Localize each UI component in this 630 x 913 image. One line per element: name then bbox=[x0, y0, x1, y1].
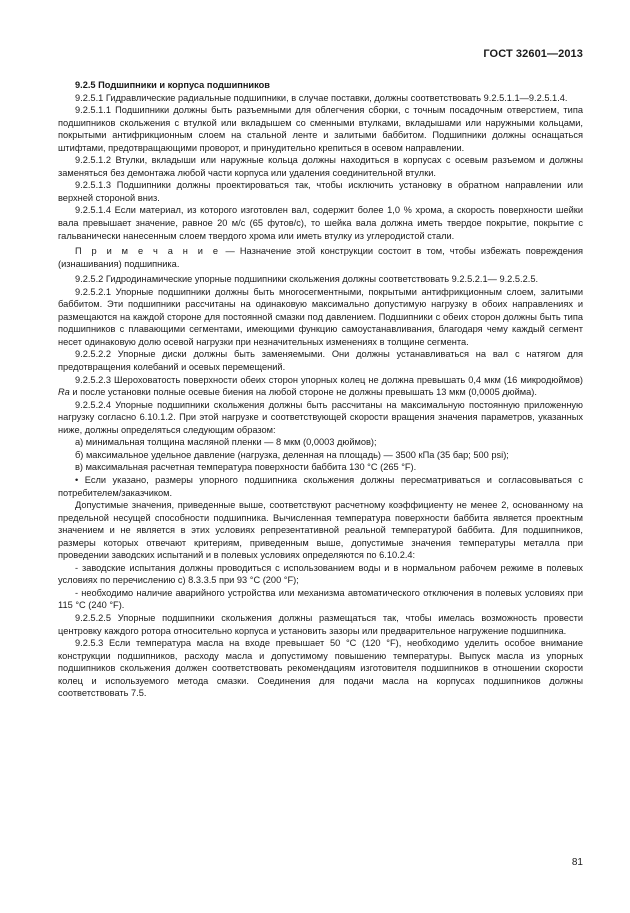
list-item: в) максимальная расчетная температура поверхности баббита 130 °С (265 °F). bbox=[75, 462, 417, 473]
list-item: а) минимальная толщина масляной пленки — 8 мкм (0,0003 дюймов); bbox=[75, 437, 377, 448]
list-item: б) максимальное удельное давление (нагрузка, деленная на площадь) — 3500 кПа (35 бар; 500 psi); bbox=[75, 449, 509, 460]
option-paragraph: • Если указано, размеры упорного подшипника скольжения должны пересматриваться и согласовываться с потребителем/заказчиком. bbox=[58, 474, 583, 498]
document-header-standard: ГОСТ 32601—2013 bbox=[483, 48, 583, 60]
paragraph: 9.2.5.2.5 Упорные подшипники скольжения должны размещаться так, чтобы имелась возможность провести центровку каждого ротора относительно корпуса и установить зазоры или предварительное нагружение подшипника. bbox=[58, 612, 583, 636]
paragraph-roughness bbox=[58, 374, 583, 399]
section-heading: 9.2.5 Подшипники и корпуса подшипников bbox=[75, 80, 270, 90]
list-item: - заводские испытания должны проводиться с использованием воды и в нормальном рабочем режиме в полевых условиях по перечислению с) 8.3.3.5 при 93 °С (200 °F); bbox=[58, 562, 583, 586]
roughness-symbol: Ra bbox=[58, 387, 70, 398]
paragraph: 9.2.5.1.2 Втулки, вкладыши или наружные кольца должны находиться в корпусах с осевым разъемом и должны заменяться без демонтажа любой части корпуса или удаления соединительной втулки. bbox=[58, 155, 583, 178]
paragraph: 9.2.5.2.2 Упорные диски должны быть заменяемыми. Они должны устанавливаться на вал с натягом для предотвращения колебаний и осевых перемещений. bbox=[58, 349, 583, 373]
paragraph: 9.2.5.1.4 Если материал, из которого изготовлен вал, содержит более 1,0 % хрома, а скорость поверхности шейки вала превышает значение, равное 20 м/с (65 футов/с), то шейка вала должна иметь твердое покрытие, покрытие с гальванически нанесенным слоем твердого хрома или иметь втулку из углеродистой стали. bbox=[58, 205, 583, 241]
paragraph: 9.2.5.2 Гидродинамические упорные подшипники скольжения должны соответствовать 9.2.5.2.1— 9.2.5.2.5. bbox=[75, 274, 539, 285]
roughness-text-after: и после установки полные осевые биения на любой стороне не должны превышать 13 мкм (0,0005 дюйма). bbox=[69, 387, 537, 398]
paragraph: 9.2.5.1 Гидравлические радиальные подшипники, в случае поставки, должны соответствовать 9.2.5.1.1—9.2.5.1.4. bbox=[75, 92, 568, 103]
page-body bbox=[58, 79, 583, 700]
paragraph: 9.2.5.2.1 Упорные подшипники должны быть многосегментными, покрытыми антифрикционным слоем, залитыми баббитом. Эти подшипники рассчитаны на одинаковую максимально допустимую нагрузку в обоих направлениях и размещаются на каждой стороне для постоянной смазки под давлением. Подшипники с обеих сторон должны быть типа подшипников с плавающими сегментами, имеющими функцию самоустанавливания, благодаря чему каждый сегмент несет одинаковую долю осевой нагрузки при незначительных изменениях в толщине сегмента. bbox=[58, 286, 583, 347]
paragraph: 9.2.5.1.1 Подшипники должны быть разъемными для облегчения сборки, с точным посадочным отверстием, типа подшипников скольжения с втулкой или вкладышем со сменными втулками, вкладышами или наружными кольцами, покрытыми антифрикционным слоем на стальной ленте и залитыми баббитом. Подшипники должны оснащаться штифтами, предотвращающими проворот, и принудительно крепиться в осевом направлении. bbox=[58, 105, 583, 153]
roughness-text-before: 9.2.5.2.3 Шероховатость поверхности обеих сторон упорных колец не должна превышать 0,4 мкм (16 микродюймов) bbox=[75, 374, 583, 385]
paragraph: Допустимые значения, приведенные выше, соответствуют расчетному коэффициенту не менее 2, основанному на предельной несущей способности подшипника. Вычисленная температура поверхности баббита является проектным значением и не является в этих условиях репрезентативной реальной температурой баббита. Для подшипников, размеры которых отвечают критериям, приведенным выше, допустимые значения температуры металла при проведении заводских испытаний и в полевых условиях определяются по 6.10.2.4: bbox=[58, 500, 583, 561]
paragraph: 9.2.5.2.4 Упорные подшипники скольжения должны быть рассчитаны на максимальную постоянную приложенную нагрузку согласно 6.10.1.2. При этой нагрузке и соответствующей скорости вращения значения параметров, указанных ниже, должны определяться следующим образом: bbox=[58, 399, 583, 435]
note-block bbox=[58, 245, 583, 270]
paragraph: 9.2.5.3 Если температура масла на входе превышает 50 °С (120 °F), необходимо уделить особое внимание конструкции подшипников, расходу масла и допустимому повышению температуры. Выпуск масла из упорных подшипников скольжения должен соответствовать рекомендациям изготовителя подшипников в отношении скорости колец и используемого метода смазки. Соединения для подачи масла на корпусах подшипников должны соответствовать 7.5. bbox=[58, 638, 583, 699]
list-item: - необходимо наличие аварийного устройства или механизма автоматического отключения в полевых условиях при 115 °С (240 °F). bbox=[58, 587, 583, 611]
note-text: — Назначение этой конструкции состоит в том, чтобы избежать повреждения (изнашивания) подшипника. bbox=[58, 246, 584, 269]
note-label: П р и м е ч а н и е bbox=[75, 246, 221, 257]
page-number: 81 bbox=[571, 857, 583, 868]
paragraph: 9.2.5.1.3 Подшипники должны проектироваться так, чтобы исключить установку в обратном направлении или верхней стороной вниз. bbox=[58, 180, 583, 203]
